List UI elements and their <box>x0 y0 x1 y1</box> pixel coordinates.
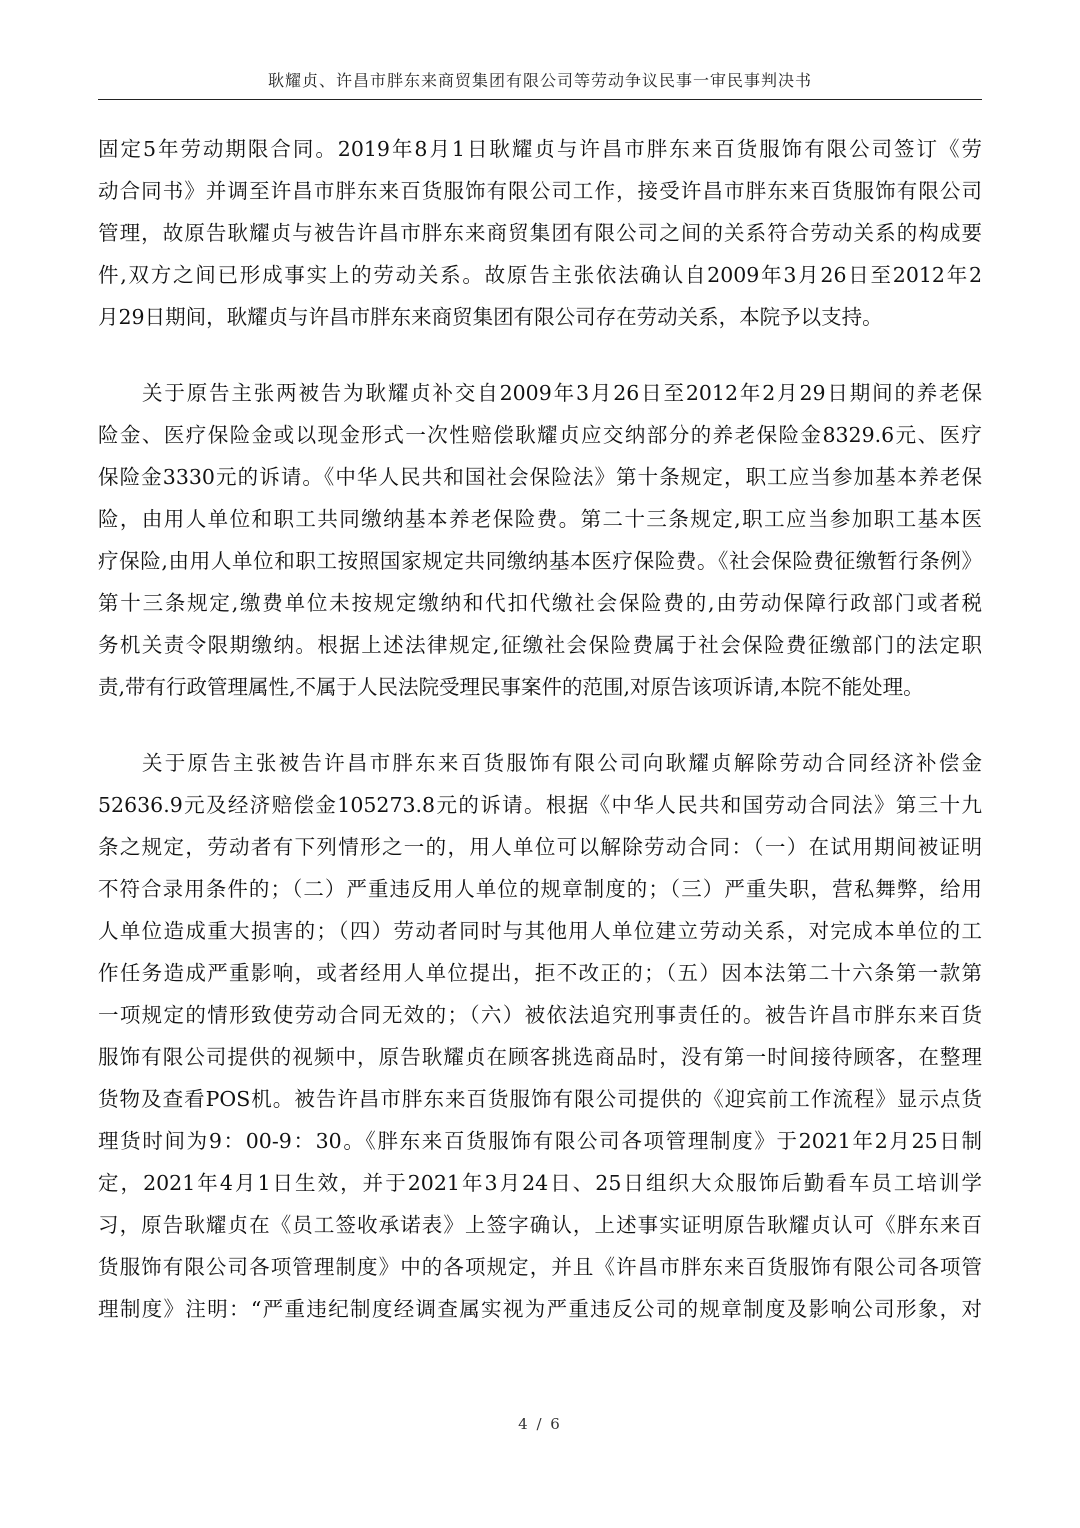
text-line: 关于原告主张被告许昌市胖东来百货服饰有限公司向耿耀贞解除劳动合同经济补偿金 <box>142 751 982 775</box>
paragraph <box>98 372 982 708</box>
text-line: 人单位造成重大损害的；（四）劳动者同时与其他用人单位建立劳动关系，对完成本单位的工 <box>98 919 982 943</box>
page-number: 4 / 6 <box>518 1415 562 1433</box>
paragraph <box>98 742 982 1330</box>
text-line: 不符合录用条件的；（二）严重违反用人单位的规章制度的；（三）严重失职，营私舞弊，给用 <box>98 877 982 901</box>
text-line: 管理，故原告耿耀贞与被告许昌市胖东来商贸集团有限公司之间的关系符合劳动关系的构成要 <box>98 221 982 245</box>
document-body <box>98 128 982 1364</box>
text-line: 条之规定，劳动者有下列情形之一的，用人单位可以解除劳动合同：（一）在试用期间被证明 <box>98 835 982 859</box>
text-line: 关于原告主张两被告为耿耀贞补交自2009年3月26日至2012年2月29日期间的养老保 <box>142 381 982 405</box>
text-line: 件,双方之间已形成事实上的劳动关系。故原告主张依法确认自2009年3月26日至2012年2 <box>98 263 982 287</box>
text-line: 一项规定的情形致使劳动合同无效的；（六）被依法追究刑事责任的。被告许昌市胖东来百货 <box>98 1003 982 1027</box>
text-line: 月29日期间，耿耀贞与许昌市胖东来商贸集团有限公司存在劳动关系，本院予以支持。 <box>98 305 883 329</box>
text-line: 服饰有限公司提供的视频中，原告耿耀贞在顾客挑选商品时，没有第一时间接待顾客，在整理 <box>98 1045 982 1069</box>
text-line: 52636.9元及经济赔偿金105273.8元的诉请。根据《中华人民共和国劳动合同法》第三十九 <box>98 793 982 817</box>
text-line: 责,带有行政管理属性,不属于人民法院受理民事案件的范围,对原告该项诉请,本院不能处理。 <box>98 675 924 699</box>
text-line: 疗保险,由用人单位和职工按照国家规定共同缴纳基本医疗保险费。《社会保险费征缴暂行条例》 <box>98 549 982 573</box>
paragraph <box>98 128 982 338</box>
document-header-title: 耿耀贞、许昌市胖东来商贸集团有限公司等劳动争议民事一审民事判决书 <box>267 71 812 90</box>
text-line: 保险金3330元的诉请。《中华人民共和国社会保险法》第十条规定，职工应当参加基本养老保 <box>98 465 982 489</box>
text-line: 理制度》注明：“严重违纪制度经调查属实视为严重违反公司的规章制度及影响公司形象，对 <box>98 1297 982 1321</box>
text-line: 第十三条规定,缴费单位未按规定缴纳和代扣代缴社会保险费的,由劳动保障行政部门或者税 <box>98 591 982 615</box>
text-line: 险，由用人单位和职工共同缴纳基本养老保险费。第二十三条规定,职工应当参加职工基本医 <box>98 507 982 531</box>
text-line: 作任务造成严重影响，或者经用人单位提出，拒不改正的；（五）因本法第二十六条第一款第 <box>98 961 982 985</box>
text-line: 货物及查看POS机。被告许昌市胖东来百货服饰有限公司提供的《迎宾前工作流程》显示点货 <box>98 1087 982 1111</box>
text-line: 动合同书》并调至许昌市胖东来百货服饰有限公司工作，接受许昌市胖东来百货服饰有限公司 <box>98 179 982 203</box>
text-line: 险金、医疗保险金或以现金形式一次性赔偿耿耀贞应交纳部分的养老保险金8329.6元、医疗 <box>98 423 982 447</box>
text-line: 习，原告耿耀贞在《员工签收承诺表》上签字确认，上述事实证明原告耿耀贞认可《胖东来百 <box>98 1213 982 1237</box>
text-line: 务机关责令限期缴纳。根据上述法律规定,征缴社会保险费属于社会保险费征缴部门的法定职 <box>98 633 982 657</box>
text-line: 定，2021年4月1日生效，并于2021年3月24日、25日组织大众服饰后勤看车员工培训学 <box>98 1171 982 1195</box>
text-line: 货服饰有限公司各项管理制度》中的各项规定，并且《许昌市胖东来百货服饰有限公司各项管 <box>98 1255 982 1279</box>
header-divider <box>98 99 982 100</box>
text-line: 理货时间为9：00-9：30。《胖东来百货服饰有限公司各项管理制度》于2021年2月25日制 <box>98 1129 982 1153</box>
text-line: 固定5年劳动期限合同。2019年8月1日耿耀贞与许昌市胖东来百货服饰有限公司签订《劳 <box>98 137 982 161</box>
